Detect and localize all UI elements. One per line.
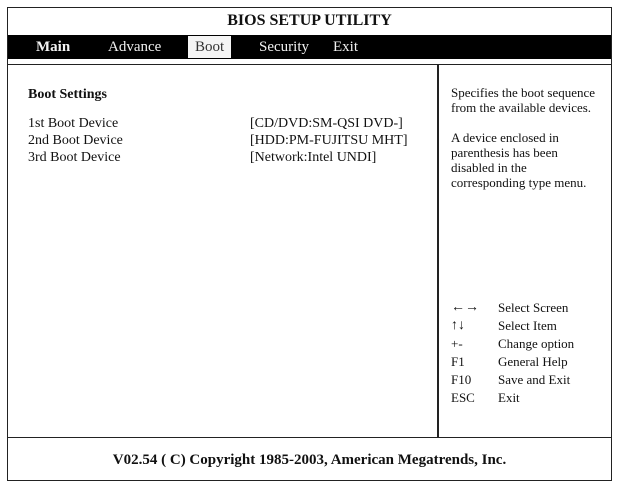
help-paragraph: Specifies the boot sequence from the available devices.	[451, 85, 596, 115]
boot-device-row-3[interactable]	[28, 149, 433, 166]
key-description: General Help	[498, 354, 568, 369]
help-pane	[437, 64, 611, 438]
key-description: Select Item	[498, 318, 557, 333]
row-value[interactable]: [Network:Intel UNDI]	[250, 150, 377, 165]
key-description: Change option	[498, 336, 575, 351]
section-title: Boot Settings	[28, 87, 107, 102]
tab-exit[interactable]: Exit	[333, 39, 358, 55]
tab-security[interactable]: Security	[259, 39, 309, 55]
key-description: Exit	[498, 390, 520, 405]
key-description: Select Screen	[498, 300, 569, 315]
row-label: 2nd Boot Device	[28, 133, 123, 148]
row-value[interactable]: [CD/DVD:SM-QSI DVD-]	[250, 116, 403, 131]
left-right-arrows-icon: ←→	[451, 300, 479, 315]
key-name: F10	[451, 372, 472, 387]
bios-title: BIOS SETUP UTILITY	[227, 12, 392, 29]
bios-window	[7, 7, 612, 481]
key-legend-row	[451, 335, 611, 353]
boot-device-row-1[interactable]	[28, 115, 433, 132]
row-label: 1st Boot Device	[28, 116, 119, 131]
key-name: +-	[451, 336, 463, 351]
menu-bar	[8, 35, 611, 59]
boot-device-list	[28, 115, 433, 166]
key-name: F1	[451, 354, 465, 369]
tab-main[interactable]: Main	[36, 39, 71, 55]
up-down-arrows-icon: ↑↓	[451, 318, 465, 333]
row-label: 3rd Boot Device	[28, 150, 121, 165]
key-legend-row	[451, 317, 611, 335]
boot-device-row-2[interactable]	[28, 132, 433, 149]
key-legend-row	[451, 389, 611, 407]
help-text	[451, 85, 599, 205]
copyright-footer: V02.54 ( C) Copyright 1985-2003, American Megatrends, Inc.	[112, 452, 507, 468]
key-description: Save and Exit	[498, 372, 571, 387]
key-legend	[451, 299, 611, 407]
key-name: ESC	[451, 390, 475, 405]
key-legend-row	[451, 353, 611, 371]
row-value[interactable]: [HDD:PM-FUJITSU MHT]	[250, 133, 408, 148]
boot-settings-pane	[8, 64, 437, 438]
tab-advance[interactable]: Advance	[108, 39, 162, 55]
key-legend-row	[451, 299, 611, 317]
key-legend-row	[451, 371, 611, 389]
tab-boot[interactable]: Boot	[188, 36, 231, 58]
help-paragraph: A device enclosed in parenthesis has been disabled in the corresponding type menu.	[451, 130, 587, 190]
